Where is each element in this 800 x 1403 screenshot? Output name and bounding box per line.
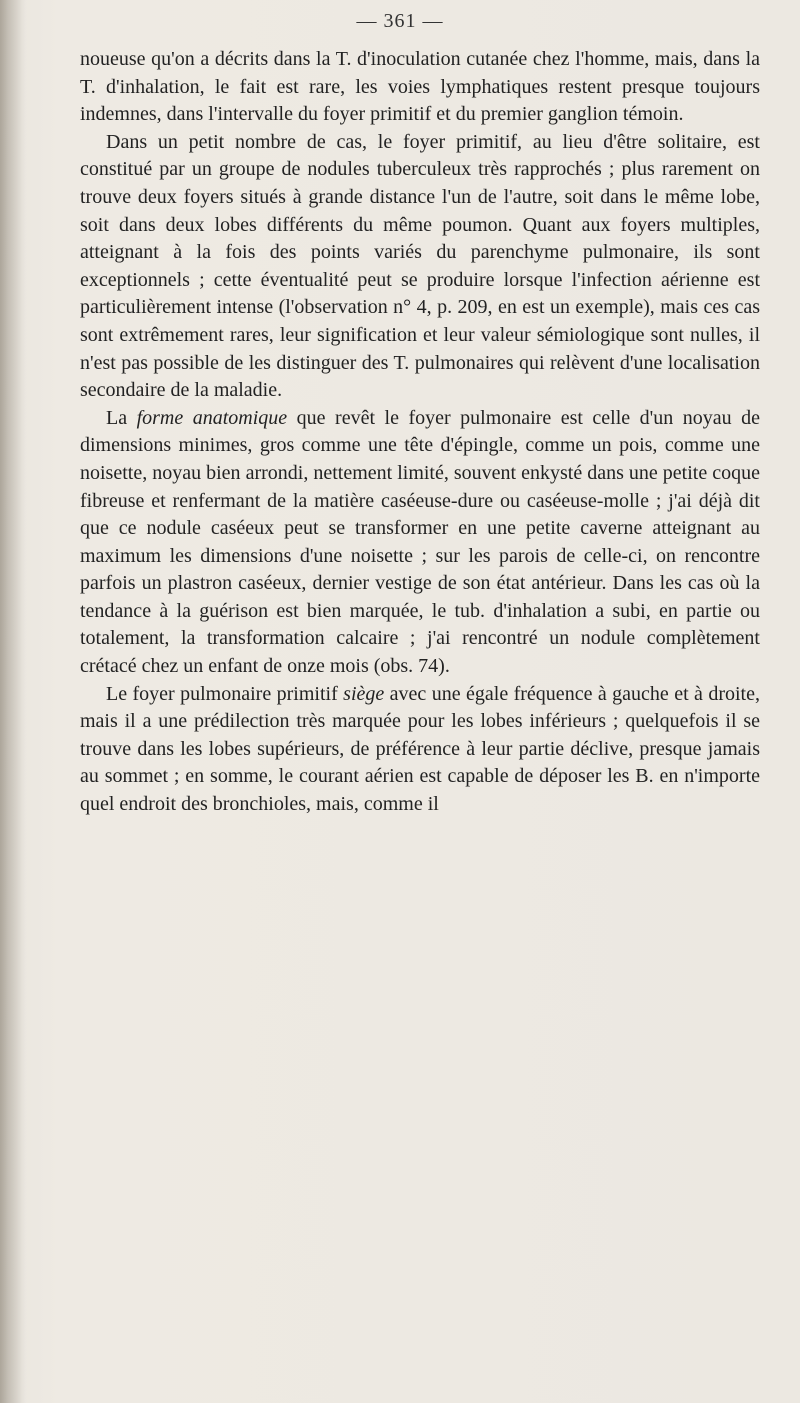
paragraph-3-emphasis: forme anatomique [136,406,288,429]
paragraph-2 [80,129,760,405]
paragraph-4-text-start: Le foyer pulmonaire primitif [106,682,344,705]
paragraph-4-emphasis: siège [343,682,385,705]
body-text [80,46,760,819]
paragraph-4 [80,681,760,819]
binding-shadow [0,0,26,1403]
paragraph-3 [80,405,760,681]
paragraph-1-text: noueuse qu'on a décrits dans la T. d'inoculation cutanée chez l'homme, mais, dans la T. d'inhalation, le fait est rare, les voies lymphatiques restent presque toujours indemnes, dans l'intervalle du foyer primitif et du premier ganglion témoin. [80,48,760,126]
page-number: — 361 — [356,10,444,32]
paragraph-2-text: Dans un petit nombre de cas, le foyer primitif, au lieu d'être solitaire, est constitué par un groupe de nodules tuberculeux très rapprochés ; plus rarement on trouve deux foyers situés à grande distance l'un de l'autre, soit dans le même lobe, soit dans deux lobes différents du même poumon. Quant aux foyers multiples, atteignant à la fois des points variés du parenchyme pulmonaire, ils sont exceptionnels ; cette éventualité peut se produire lorsque l'infection aérienne est particulièrement intense (l'observation n° 4, p. 209, en est un exemple), mais ces cas sont extrêmement rares, leur signification et leur valeur sémiologique sont nulles, il n'est pas possible de les distinguer des T. pulmonaires qui relèvent d'une localisation secondaire de la maladie. [80,130,760,402]
paragraph-3-text-start: La [106,406,137,429]
paragraph-1 [80,46,760,129]
paragraph-3-text-end: que revêt le foyer pulmonaire est celle d'un noyau de dimensions minimes, gros comme une tête d'épingle, comme un pois, comme une noisette, noyau bien arrondi, nettement limité, souvent enkysté dans une petite coque fibreuse et renfermant de la matière caséeuse-dure ou caséeuse-molle ; j'ai déjà dit que ce nodule caséeux peut se transformer en une petite caverne atteignant au maximum les dimensions d'une noisette ; sur les parois de celle-ci, on rencontre parfois un plastron caséeux, dernier vestige de son état antérieur. Dans les cas où la tendance à la guérison est bien marquée, le tub. d'inhalation a subi, en partie ou totalement, la transformation calcaire ; j'ai rencontré un nodule complètement crétacé chez un enfant de onze mois (obs. 74). [80,406,761,678]
paragraph-4-text-end: avec une égale fréquence à gauche et à droite, mais il a une prédilection très marquée pour les lobes inférieurs ; quelquefois il se trouve dans les lobes supérieurs, de préférence à leur partie déclive, presque jamais au sommet ; en somme, le courant aérien est capable de déposer les B. en n'importe quel endroit des bronchioles, mais, comme il [80,682,760,816]
